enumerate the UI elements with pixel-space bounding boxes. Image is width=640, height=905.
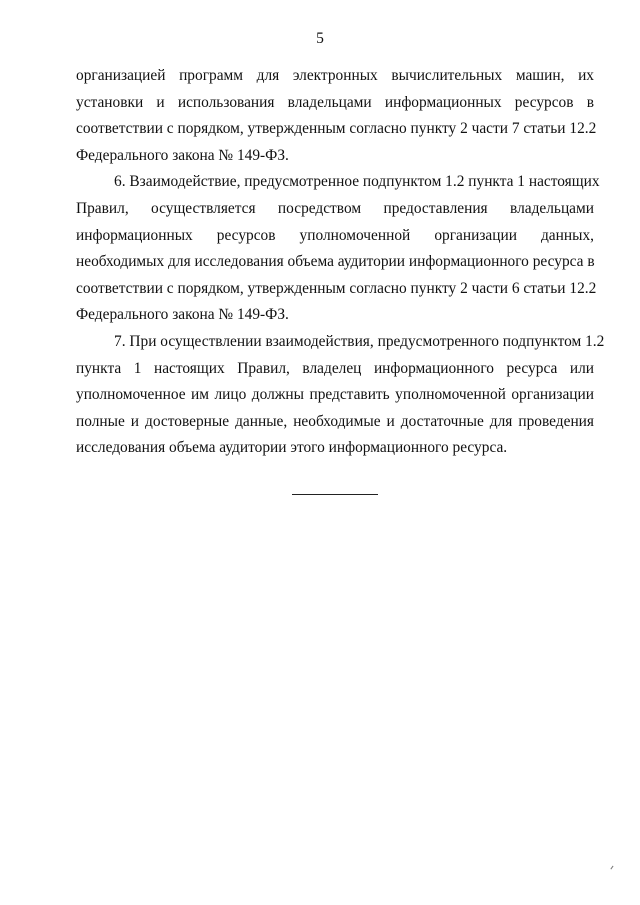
scan-mark (610, 866, 617, 873)
text-line: необходимых для исследования объема аудитории информационного ресурса в (76, 253, 595, 271)
text-line: Правил, осуществляется посредством предоставления владельцами (76, 199, 594, 217)
text-line: 6. Взаимодействие, предусмотренное подпунктом 1.2 пункта 1 настоящих (114, 173, 600, 191)
paragraph-item-6 (76, 169, 600, 329)
page-number: 5 (316, 30, 324, 47)
document-body (76, 63, 605, 462)
paragraph-continuation (76, 63, 597, 169)
text-line: организацией программ для электронных вычислительных машин, их (76, 67, 594, 84)
end-of-document-rule (292, 494, 378, 495)
text-line: пункта 1 настоящих Правил, владелец информационного ресурса или (76, 359, 594, 377)
text-line: уполномоченное им лицо должны представить уполномоченной организации (76, 386, 594, 404)
text-line: Федерального закона № 149-ФЗ. (76, 146, 289, 164)
text-line: Федерального закона № 149-ФЗ. (76, 306, 289, 324)
text-line: соответствии с порядком, утвержденным согласно пункту 2 части 7 статьи 12.2 (76, 120, 597, 138)
text-line: установки и использования владельцами информационных ресурсов в (76, 93, 594, 111)
text-line: исследования объема аудитории этого информационного ресурса. (76, 439, 508, 457)
text-line: информационных ресурсов уполномоченной организации данных, (76, 226, 594, 244)
text-line: соответствии с порядком, утвержденным согласно пункту 2 части 6 статьи 12.2 (76, 279, 597, 297)
paragraph-item-7 (76, 329, 605, 462)
text-line: 7. При осуществлении взаимодействия, предусмотренного подпунктом 1.2 (114, 332, 605, 350)
text-line: полные и достоверные данные, необходимые и достаточные для проведения (76, 412, 594, 430)
